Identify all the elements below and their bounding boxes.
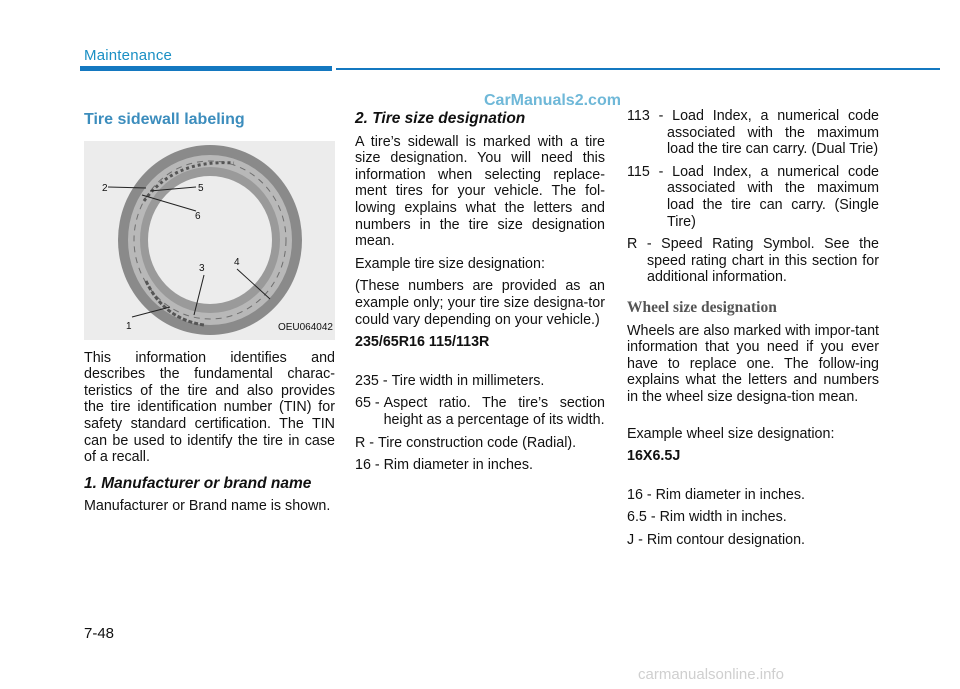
- section-label: Maintenance: [84, 47, 173, 64]
- column-1: [84, 108, 335, 521]
- tire-size-subheading: 2. Tire size designation: [355, 110, 526, 127]
- column-2: [355, 108, 605, 480]
- wheel-size-example: 16X6.5J: [627, 448, 681, 465]
- callout-4: 4: [234, 256, 240, 268]
- list-item: 65 - Aspect ratio. The tire’s section height as a percentage of its width.: [355, 395, 605, 428]
- list-item: 113 - Load Index, a numerical code associated with the maximum load the tire can carry. (Dual Trie): [627, 108, 879, 158]
- list-item: 16 - Rim diameter in inches.: [355, 457, 533, 474]
- header-rule-thick: [80, 66, 332, 71]
- list-item: R - Speed Rating Symbol. See the speed rating chart in this section for additional information.: [627, 236, 879, 286]
- callout-1: 1: [126, 320, 132, 332]
- list-item: 16 - Rim diameter in inches.: [627, 486, 805, 503]
- section-heading: Tire sidewall labeling: [84, 111, 245, 128]
- manufacturer-subheading: 1. Manufacturer or brand name: [84, 474, 312, 492]
- wheel-size-heading: Wheel size designation: [627, 298, 777, 316]
- example-label: Example tire size designation:: [355, 255, 545, 272]
- intro-paragraph: This information identifies and describes the fundamental charac-teristics of the tire and also provides the tire identification number (TIN) for safety standard certification. The TIN can be used to identify the tire in case of a recall.: [84, 349, 335, 466]
- wheel-example-label: Example wheel size designation:: [627, 425, 835, 442]
- figure-code: OEU064042: [276, 320, 335, 337]
- callout-2: 2: [102, 182, 108, 194]
- list-item: 6.5 - Rim width in inches.: [627, 509, 787, 526]
- column-3: [627, 108, 879, 554]
- watermark-top: CarManuals2.com: [484, 92, 621, 109]
- tire-size-paragraph: A tire’s sidewall is marked with a tire size designation. You will need this information when selecting replace-ment tires for your vehicle. The fol-lowing explains what the letters and numbers in the tire size designation mean.: [355, 133, 605, 250]
- header-rule-thin: [336, 68, 940, 70]
- manufacturer-text: Manufacturer or Brand name is shown.: [84, 498, 331, 515]
- callout-5: 5: [198, 182, 204, 194]
- tire-sidewall-figure: [84, 141, 335, 340]
- wheel-size-paragraph: Wheels are also marked with impor-tant information that you need if you ever have to replace one. The follow-ing explains what the letters and numbers in the wheel size designa-tion mean.: [627, 322, 879, 405]
- callout-3: 3: [199, 262, 205, 274]
- tire-size-example: 235/65R16 115/113R: [355, 334, 490, 351]
- list-item: 235 - Tire width in millimeters.: [355, 372, 545, 389]
- callout-6: 6: [195, 210, 201, 222]
- list-item: R - Tire construction code (Radial).: [355, 434, 577, 451]
- tire-illustration: [84, 141, 335, 340]
- page-number: 7-48: [84, 625, 115, 642]
- example-note: (These numbers are provided as an example only; your tire size designa-tor could vary depending on your vehicle.): [355, 278, 605, 328]
- list-item: 115 - Load Index, a numerical code associated with the maximum load the tire can carry. (Single Tire): [627, 163, 879, 230]
- list-item: J - Rim contour designation.: [627, 531, 805, 548]
- watermark-bottom: carmanualsonline.info: [638, 666, 784, 683]
